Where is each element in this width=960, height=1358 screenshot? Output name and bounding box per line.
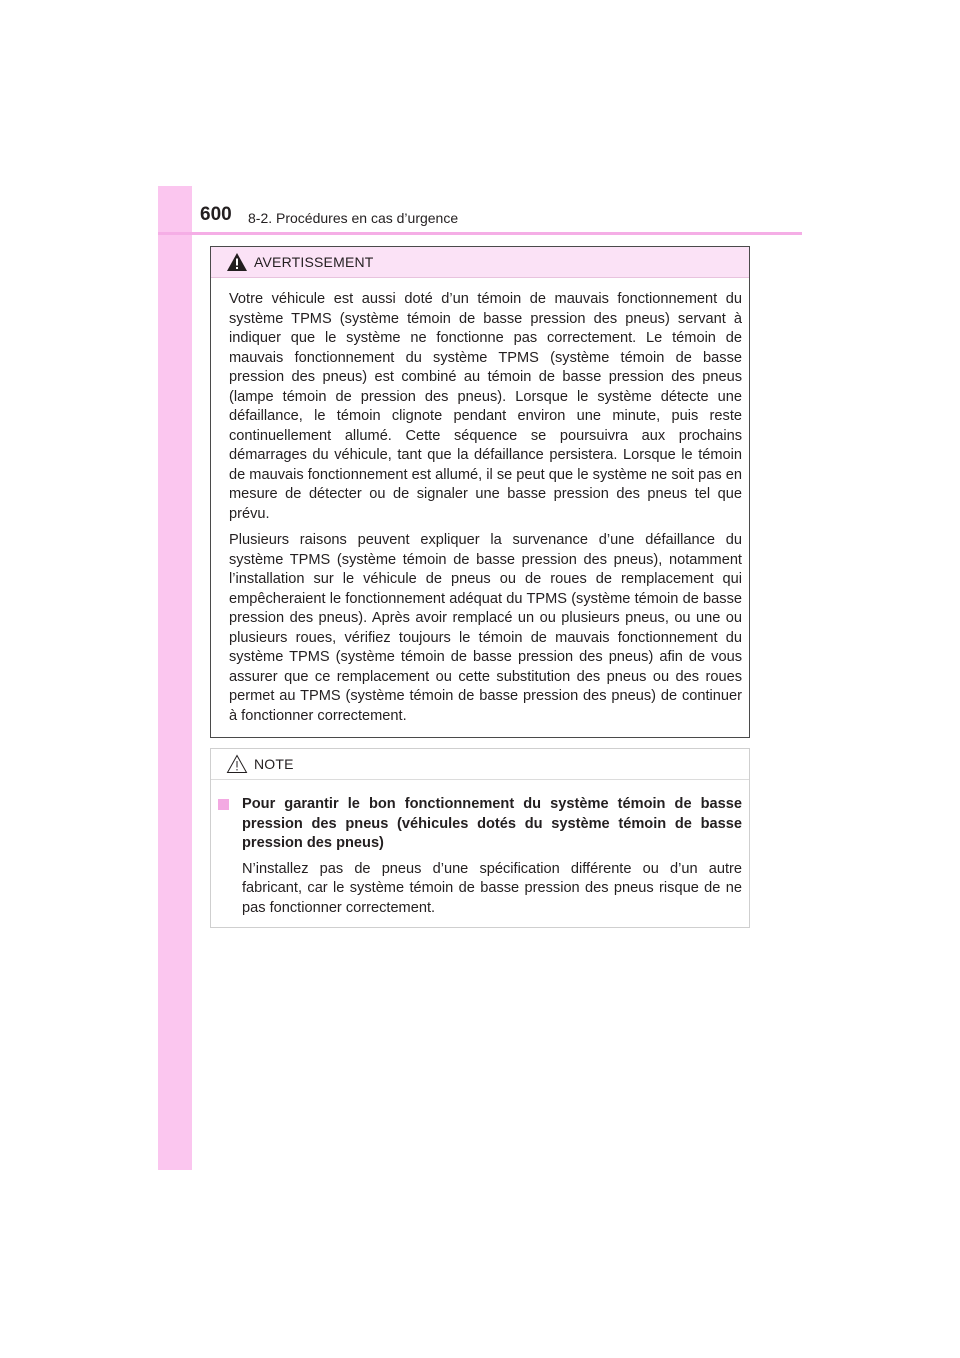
note-box <box>210 748 750 928</box>
section-title: 8-2. Procédures en cas d’urgence <box>248 210 459 226</box>
caution-outline-icon <box>226 754 248 774</box>
warning-paragraph-2: Plusieurs raisons peuvent expliquer la survenance d’une défaillance du système TPMS (système témoin de basse pression des pneus), notamment l’installation sur le véhicule de pneus ou de roues de remplacement qui empêcheraient le fonctionnement adéquat du TPMS (système témoin de basse pression des pneus). Après avoir remplacé un ou plusieurs pneus, ou une ou plusieurs roues, vérifiez toujours le témoin de mauvais fonctionnement du système TPMS (système témoin de basse pression des pneus) afin de vous assurer que ce remplacement ou cette substitution des pneus ou des roues permet au TPMS (système témoin de basse pression des pneus) de continuer à fonctionner correctement. <box>229 532 742 724</box>
note-body <box>211 780 749 918</box>
page-number: 600 <box>200 204 232 225</box>
warning-header <box>211 247 749 278</box>
note-header <box>211 749 749 780</box>
square-bullet-icon <box>218 799 229 810</box>
warning-box <box>210 246 750 738</box>
warning-body <box>211 278 749 726</box>
warning-label: AVERTISSEMENT <box>254 254 374 270</box>
header-divider <box>158 232 802 235</box>
chapter-side-band <box>158 186 192 1170</box>
warning-paragraph-1: Votre véhicule est aussi doté d’un témoin de mauvais fonctionnement du système TPMS (système témoin de basse pression des pneus) servant à indiquer que le système ne fonctionne pas correctement. Le témoin de mauvais fonctionnement du système TPMS (système témoin de basse pression des pneus) est combiné au témoin de basse pression des pneus (lampe témoin de pression des pneus). Lorsque le système détecte une défaillance, le témoin clignote pendant environ une minute, puis reste continuellement allumé. Cette séquence se poursuivra aux prochains démarrages du véhicule, tant que la défaillance persistera. Lorsque le témoin de mauvais fonctionnement est allumé, il se peut que le système ne soit pas en mesure de détecter ou de signaler une basse pression des pneus tel que prévu. <box>229 291 742 522</box>
note-item <box>229 795 742 918</box>
warning-triangle-icon <box>226 252 248 272</box>
note-item-title: Pour garantir le bon fonctionnement du système témoin de basse pression des pneus (véhicules dotés du système témoin de basse pression des pneus) <box>242 796 742 851</box>
note-item-text: N’installez pas de pneus d’une spécification différente ou d’un autre fabricant, car le système témoin de basse pression des pneus risque de ne pas fonctionner correctement. <box>242 860 742 916</box>
note-label: NOTE <box>254 756 294 772</box>
